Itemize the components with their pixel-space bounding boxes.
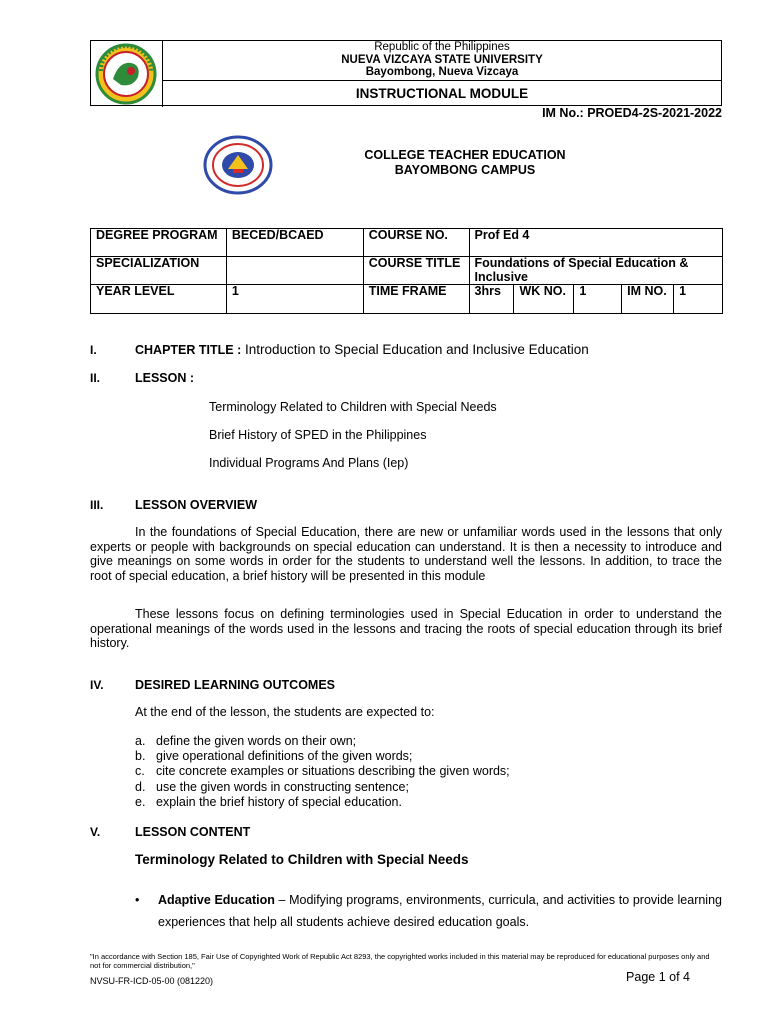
degree-label: DEGREE PROGRAM	[91, 229, 227, 257]
list-item: e. explain the brief history of special education.	[135, 794, 402, 809]
course-title-label: COURSE TITLE	[363, 257, 469, 285]
college-name	[300, 148, 630, 177]
chapter-title-label: CHAPTER TITLE :	[135, 343, 242, 357]
im-no-label: IM NO.	[622, 285, 674, 314]
adaptive-education-definition	[158, 889, 722, 933]
time-frame-value: 3hrs	[469, 285, 514, 314]
lesson-content-title: LESSON CONTENT	[135, 825, 251, 839]
section-4-number: IV.	[90, 678, 104, 692]
year-level-value: 1	[226, 285, 363, 314]
university-name: NUEVA VIZCAYA STATE UNIVERSITY	[341, 53, 543, 66]
outcomes-list	[135, 734, 510, 810]
college-line-2: BAYOMBONG CAMPUS	[394, 162, 536, 177]
chapter-title-line	[135, 342, 589, 357]
year-level-label: YEAR LEVEL	[91, 285, 227, 314]
republic-text: Republic of the Philippines	[374, 41, 510, 53]
degree-value: BECED/BCAED	[226, 229, 363, 257]
specialization-label: SPECIALIZATION	[91, 257, 227, 285]
header-university-info	[163, 41, 721, 81]
college-seal-icon	[203, 135, 273, 195]
overview-paragraph-1: In the foundations of Special Education, there are new or unfamiliar words used in the lessons that only experts or people with backgrounds on special education can understand. It is then a necessity to introduce and give meanings on some words in order for the students to understand well the lessons. In addition, to trace the root of special education, a brief history will be presented in this module	[90, 525, 722, 583]
specialization-value	[226, 257, 363, 285]
university-seal-icon	[91, 41, 163, 107]
module-title: INSTRUCTIONAL MODULE	[355, 86, 529, 101]
course-no-value: Prof Ed 4	[469, 229, 722, 257]
wk-no-label: WK NO.	[514, 285, 574, 314]
term-definition: – Modifying programs, environments, curricula, and activities to provide learning experiences that help all students achieve desired education goals.	[158, 893, 722, 929]
section-2-number: II.	[90, 371, 101, 385]
list-item: d. use the given words in constructing sentence;	[135, 779, 409, 794]
page-number: Page 1 of 4	[626, 970, 690, 984]
course-title-value: Foundations of Special Education & Inclusive	[469, 257, 722, 285]
college-logo	[203, 135, 273, 195]
lesson-label: LESSON :	[135, 371, 195, 385]
overview-paragraph-2: These lessons focus on defining terminologies used in Special Education in order to understand the operational meanings of the words used in the lessons and tracing the roots of special education through its brief history.	[90, 607, 722, 650]
header-table	[90, 40, 722, 106]
university-seal-cell	[91, 41, 163, 107]
college-line-1: COLLEGE TEACHER EDUCATION	[364, 148, 566, 162]
lesson-item-1: Terminology Related to Children with Special Needs	[209, 400, 497, 414]
list-item: c. cite concrete examples or situations describing the given words;	[135, 764, 510, 779]
course-info-table	[90, 228, 723, 314]
term-label: Adaptive Education	[158, 893, 275, 907]
time-frame-label: TIME FRAME	[363, 285, 469, 314]
lesson-item-3: Individual Programs And Plans (Iep)	[209, 456, 409, 470]
lesson-overview-title: LESSON OVERVIEW	[135, 498, 258, 512]
course-no-label: COURSE NO.	[363, 229, 469, 257]
learning-outcomes-title: DESIRED LEARNING OUTCOMES	[135, 678, 336, 692]
content-heading: Terminology Related to Children with Special Needs	[135, 852, 469, 867]
copyright-note: "In accordance with Section 185, Fair Use of Copyrighted Work of Republic Act 8293, the copyrighted works included in this material may be reproduced for educational purposes only and not for commercial distribution,"	[90, 952, 710, 970]
list-item: a. define the given words on their own;	[135, 734, 357, 748]
list-item: b. give operational definitions of the given words;	[135, 749, 413, 764]
section-5-number: V.	[90, 825, 101, 839]
outcomes-intro: At the end of the lesson, the students are expected to:	[135, 705, 435, 719]
im-number: IM No.: PROED4-2S-2021-2022	[542, 106, 722, 120]
wk-no-value: 1	[574, 285, 622, 314]
section-3-number: III.	[90, 498, 104, 512]
lesson-item-2: Brief History of SPED in the Philippines	[209, 428, 427, 442]
section-1-number: I.	[90, 343, 97, 357]
form-code: NVSU-FR-ICD-05-00 (081220)	[90, 976, 214, 986]
im-no-value: 1	[674, 285, 723, 314]
bullet-icon: •	[135, 893, 140, 907]
university-location: Bayombong, Nueva Vizcaya	[365, 66, 519, 78]
chapter-title-text: Introduction to Special Education and Inclusive Education	[241, 342, 589, 357]
